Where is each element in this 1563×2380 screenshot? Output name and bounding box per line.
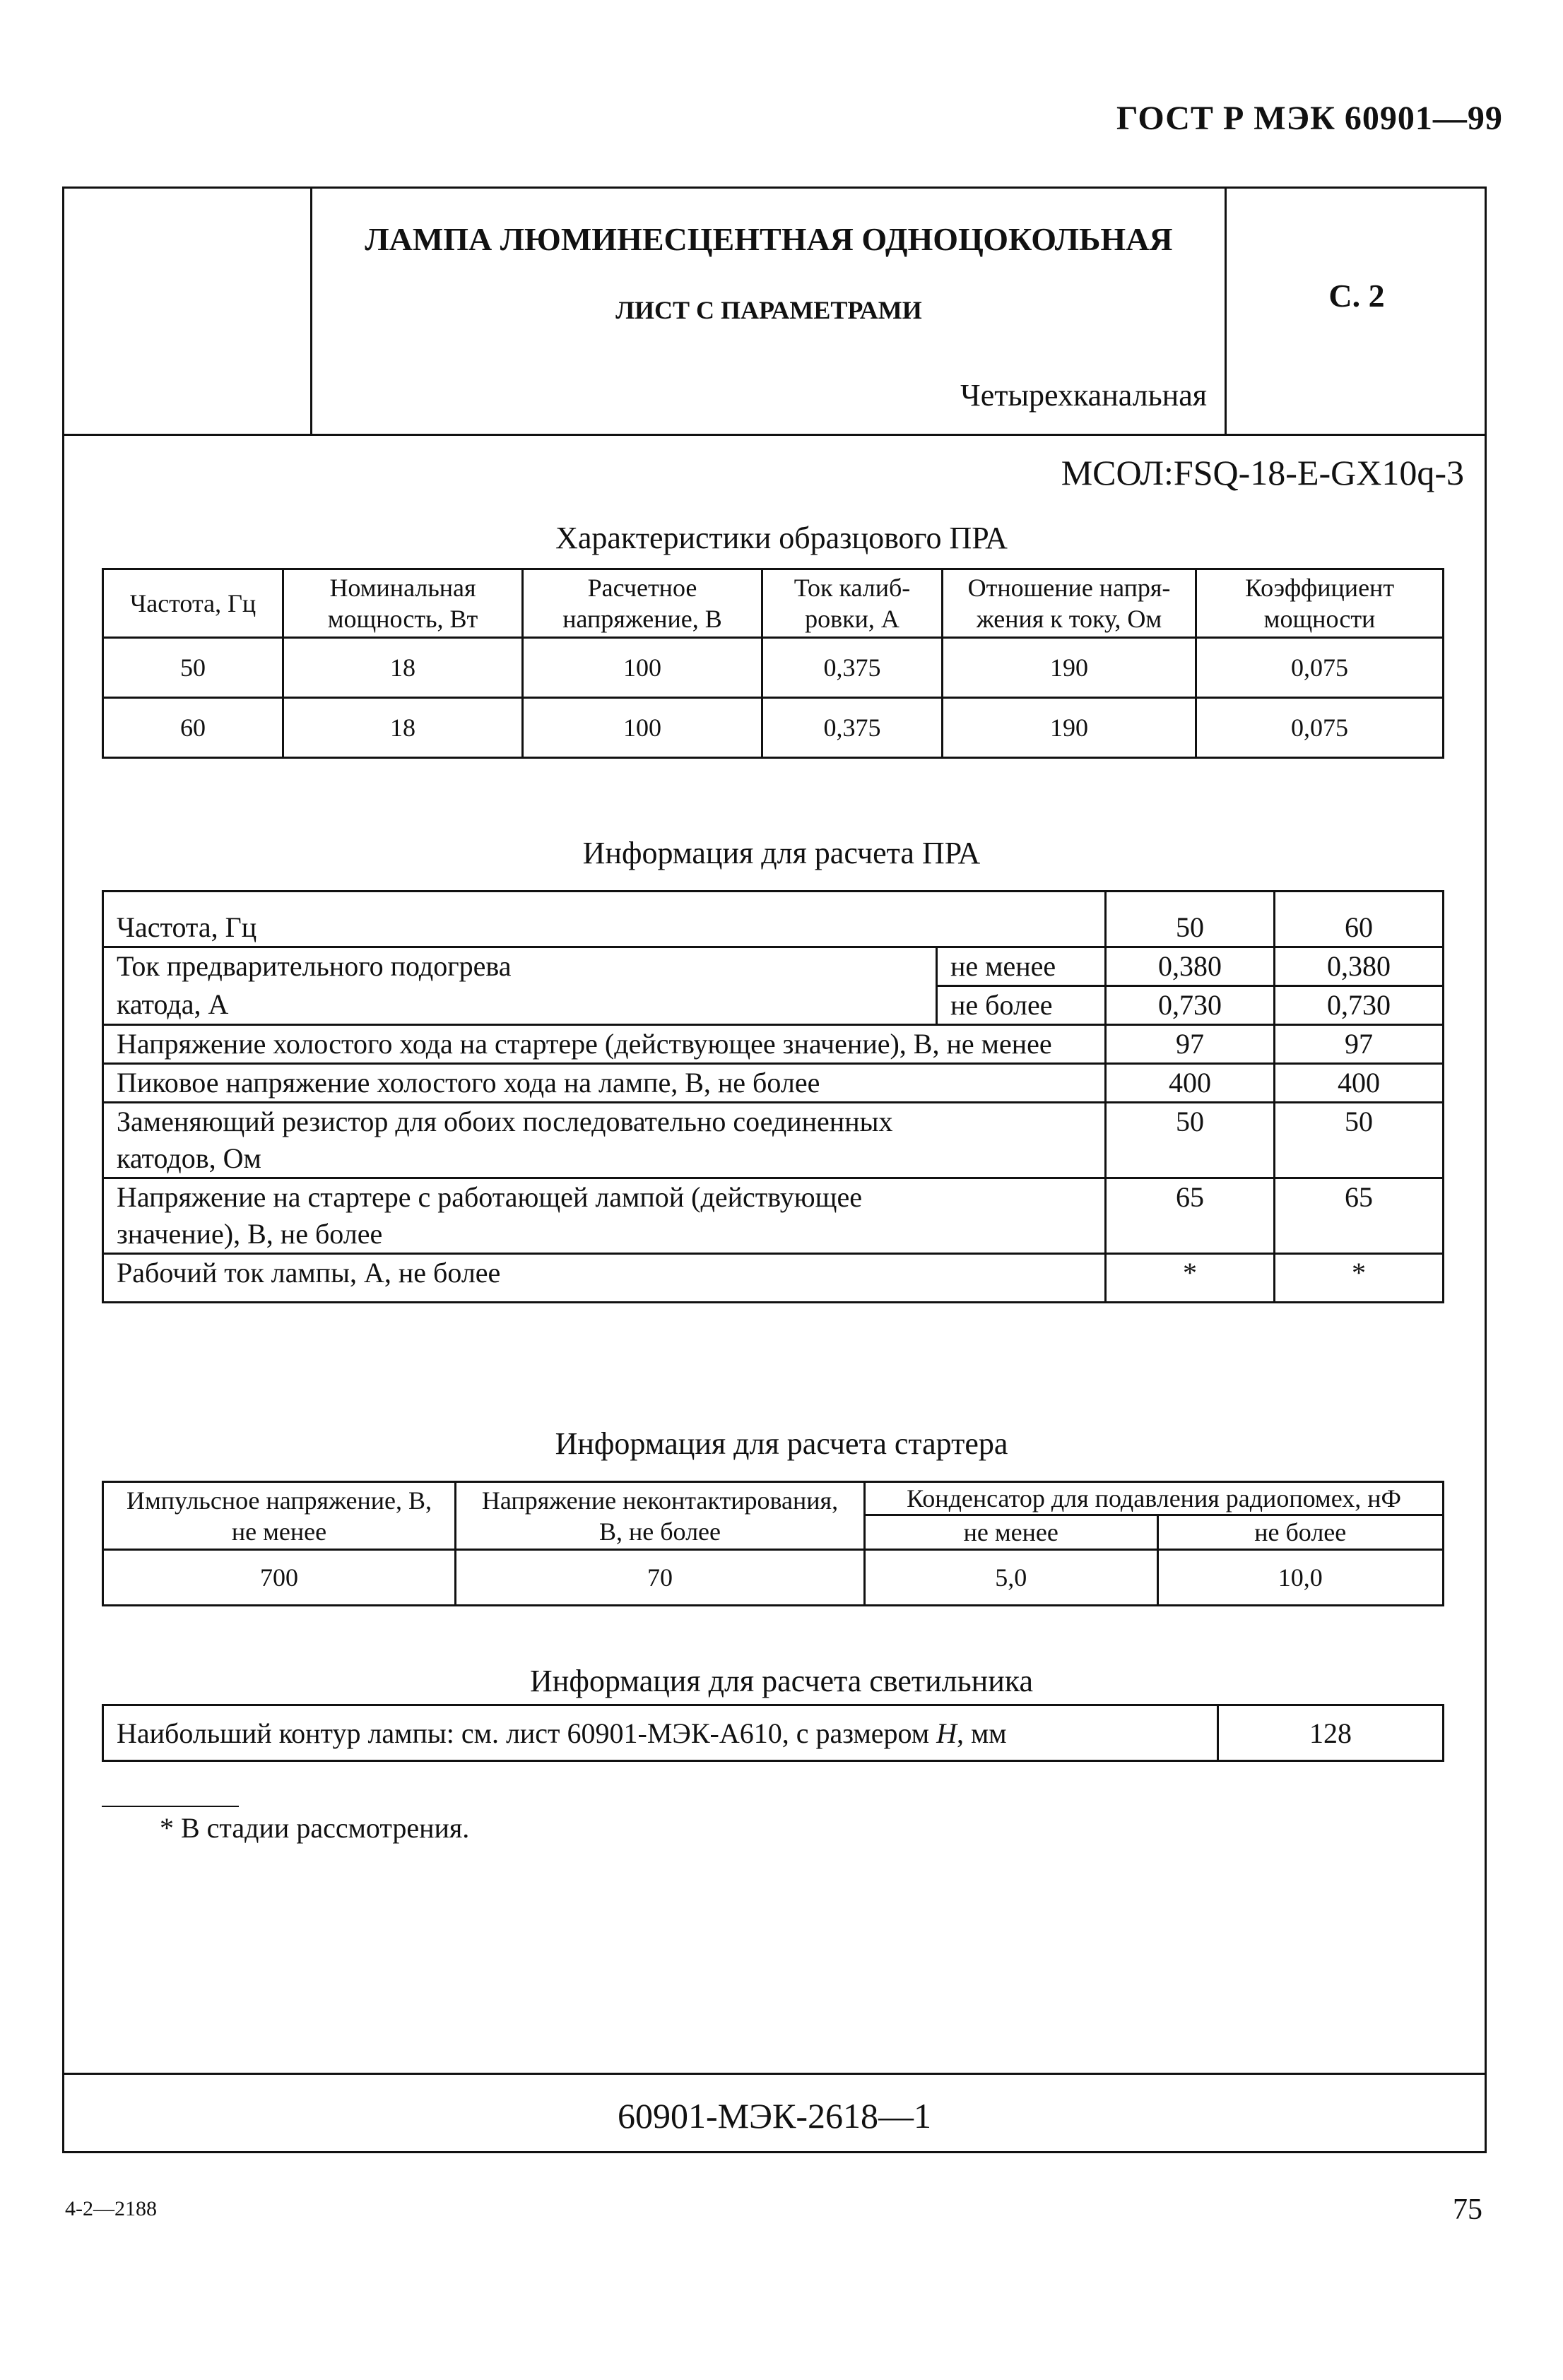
standard-code: ГОСТ Р МЭК 60901—99 (1116, 100, 1503, 137)
table-row (103, 1550, 1444, 1606)
sheet-title: ЛАМПА ЛЮМИНЕСЦЕНТНАЯ ОДНОЦОКОЛЬНАЯ (365, 221, 1173, 257)
table-cell: 190 (943, 638, 1196, 698)
table-cell: Пиковое напряжение холостого хода на лампе, В, не более (103, 1064, 1106, 1103)
section-heading-luminaire-design: Информация для расчета светильника (530, 1664, 1033, 1698)
table-cell: 50 (1106, 892, 1275, 947)
table-cell: Напряжение холостого хода на стартере (действующее значение), В, не менее (103, 1025, 1106, 1064)
table-row (103, 1103, 1444, 1178)
table-cell: 50 (1275, 1103, 1444, 1178)
table-cell: не менее (937, 947, 1106, 986)
table-cell: 0,730 (1106, 986, 1275, 1025)
title-cell-blank (62, 187, 312, 435)
column-header: Импульсное напряжение, В, не менее (103, 1482, 456, 1550)
table-cell: 400 (1275, 1064, 1444, 1103)
table-cell: 65 (1106, 1178, 1275, 1254)
table-row (103, 1705, 1444, 1761)
table-cell: 400 (1106, 1064, 1275, 1103)
table-cell: 0,380 (1106, 947, 1275, 986)
table-header-row (103, 569, 1444, 638)
print-code: 4-2—2188 (65, 2197, 157, 2220)
column-header: Ток калиб-ровки, А (762, 569, 943, 638)
table-cell: катода, А (103, 986, 937, 1025)
table-cell: 60 (1275, 892, 1444, 947)
table-cell: 0,380 (1275, 947, 1444, 986)
table-cell: * (1275, 1254, 1444, 1303)
footnote-rule (102, 1806, 239, 1807)
table-cell: Ток предварительного подогрева (103, 947, 937, 986)
table-cell: 50 (103, 638, 283, 698)
column-header: Отношение напря-жения к току, Ом (943, 569, 1196, 638)
table-row (103, 947, 1444, 986)
sheet-subtitle: ЛИСТ С ПАРАМЕТРАМИ (615, 296, 922, 324)
table-row (103, 892, 1444, 947)
table-row (103, 986, 1444, 1025)
table-cell: 100 (523, 638, 762, 698)
table-cell: 5,0 (865, 1550, 1158, 1606)
dimension-symbol: H (936, 1717, 957, 1749)
page-number: 75 (1453, 2193, 1482, 2226)
table-cell: 190 (943, 698, 1196, 758)
column-header: Расчетное напряжение, В (523, 569, 762, 638)
column-header: Частота, Гц (103, 569, 283, 638)
table-cell: 0,375 (762, 698, 943, 758)
table-cell: Заменяющий резистор для обоих последовательно соединенных катодов, Ом (103, 1103, 1106, 1178)
starter-design-table (102, 1481, 1444, 1606)
column-header: Напряжение неконтактирования, В, не более (456, 1482, 865, 1550)
table-row (103, 1025, 1444, 1064)
luminaire-unit: , мм (956, 1717, 1007, 1749)
section-heading-starter-design: Информация для расчета стартера (555, 1426, 1008, 1461)
column-header: Коэффициент мощности (1196, 569, 1444, 638)
table-cell: 0,075 (1196, 638, 1444, 698)
table-cell: Напряжение на стартере с работающей лампой (действующее значение), В, не более (103, 1178, 1106, 1254)
table-cell: 18 (283, 698, 523, 758)
column-header: Номинальная мощность, Вт (283, 569, 523, 638)
title-divider (62, 434, 1487, 436)
table-cell: 0,075 (1196, 698, 1444, 758)
table-row (103, 1064, 1444, 1103)
column-header: не менее (865, 1515, 1158, 1550)
table-row (103, 638, 1444, 698)
lamp-type: Четырехканальная (960, 378, 1207, 413)
footnote: * В стадии рассмотрения. (160, 1812, 470, 1844)
table-cell: 18 (283, 638, 523, 698)
table-row (103, 1254, 1444, 1303)
luminaire-label: Наибольший контур лампы: см. лист 60901-МЭК-А610, с размером (117, 1717, 937, 1749)
sheet-code: 60901-МЭК-2618—1 (617, 2096, 932, 2136)
table-header-row (103, 1482, 1444, 1515)
table-cell: 65 (1275, 1178, 1444, 1254)
lamp-designation: МСОЛ:FSQ-18-E-GX10q-3 (1061, 453, 1464, 492)
table-cell: 97 (1106, 1025, 1275, 1064)
table-cell: Рабочий ток лампы, А, не более (103, 1254, 1106, 1303)
table-cell: 700 (103, 1550, 456, 1606)
table-cell: Частота, Гц (103, 892, 1106, 947)
table-cell: не более (937, 986, 1106, 1025)
table-row (103, 1178, 1444, 1254)
table-cell: 60 (103, 698, 283, 758)
table-cell: 0,730 (1275, 986, 1444, 1025)
table-cell: 0,375 (762, 638, 943, 698)
table-cell: * (1106, 1254, 1275, 1303)
bottom-divider (62, 2073, 1487, 2075)
table-cell: 70 (456, 1550, 865, 1606)
table-row (103, 698, 1444, 758)
ballast-characteristics-table (102, 568, 1444, 759)
table-cell (103, 1705, 1218, 1761)
column-header: не более (1157, 1515, 1443, 1550)
section-heading-ballast-characteristics: Характеристики образцового ПРА (555, 521, 1008, 555)
table-cell: 50 (1106, 1103, 1275, 1178)
sheet-number: С. 2 (1328, 278, 1385, 314)
column-header: Конденсатор для подавления радиопомех, нФ (865, 1482, 1444, 1515)
section-heading-ballast-design: Информация для расчета ПРА (582, 836, 981, 870)
table-cell: 10,0 (1157, 1550, 1443, 1606)
luminaire-design-table (102, 1704, 1444, 1762)
table-cell: 128 (1218, 1705, 1444, 1761)
table-cell: 100 (523, 698, 762, 758)
ballast-design-table (102, 890, 1444, 1303)
table-cell: 97 (1275, 1025, 1444, 1064)
